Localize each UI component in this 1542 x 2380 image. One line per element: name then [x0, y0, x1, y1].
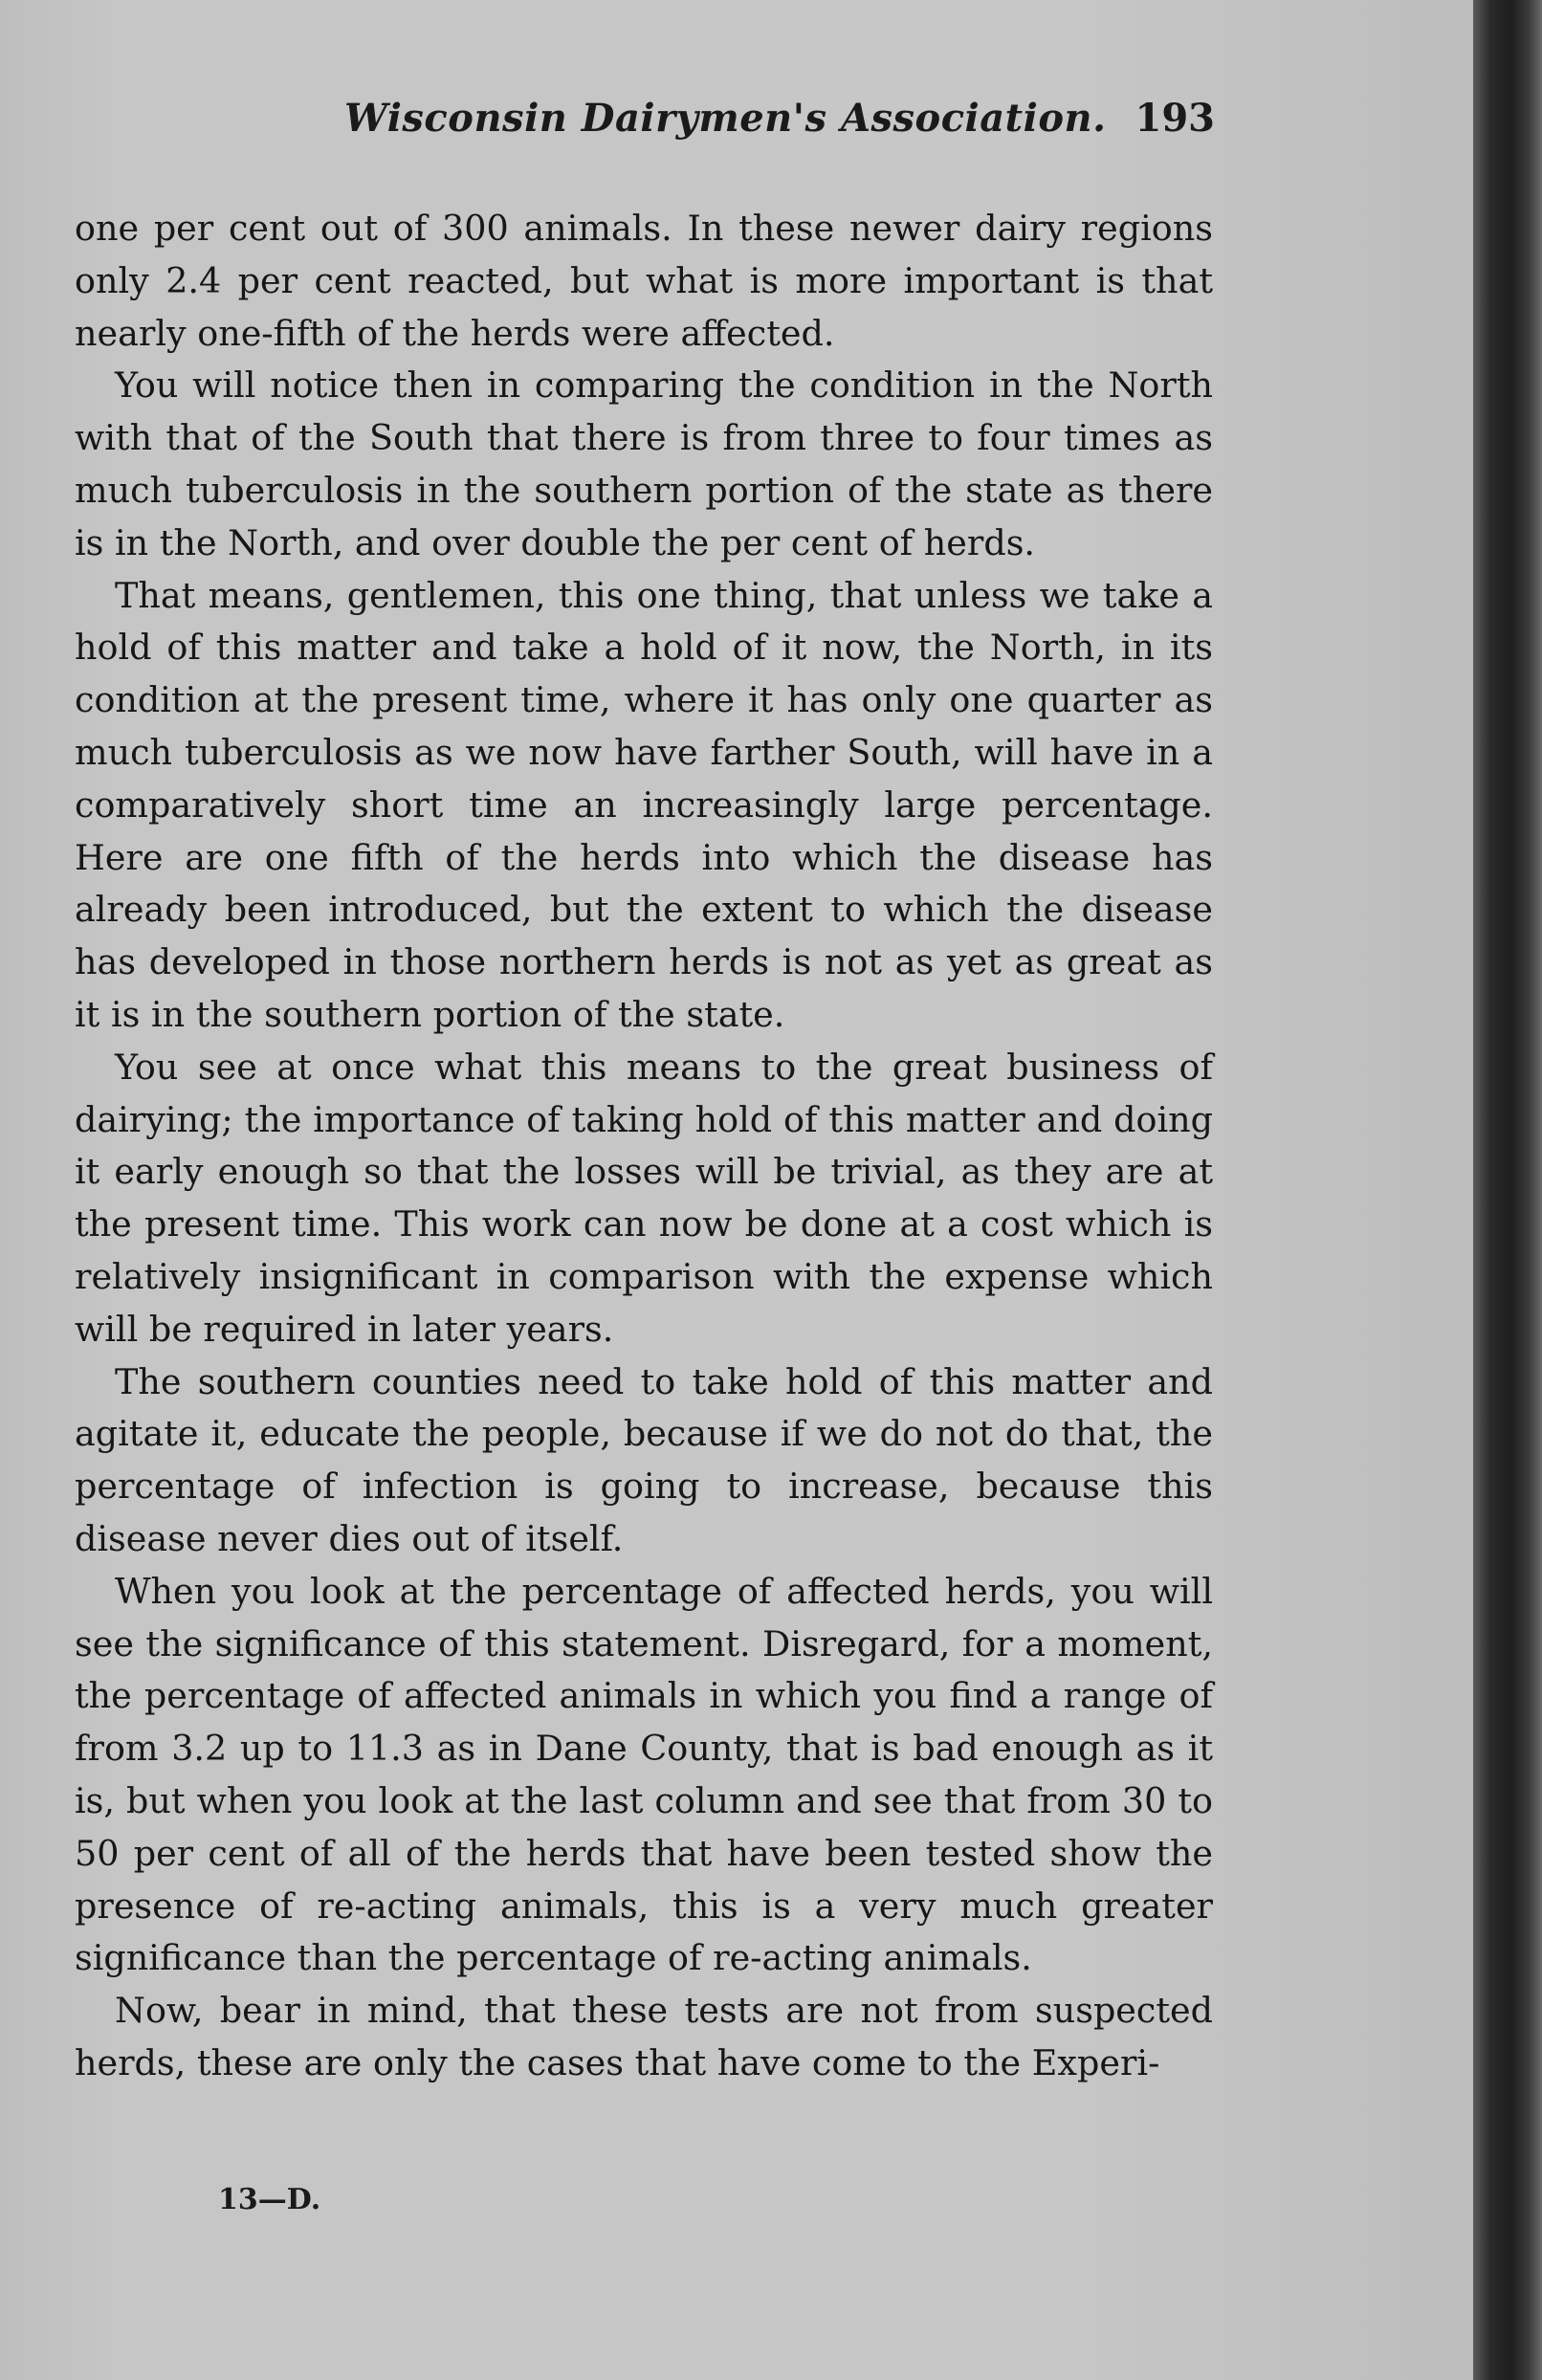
book-binding — [1473, 0, 1542, 2380]
paragraph: When you look at the percentage of affected herds, you will see the significance of this statement. Disregard, for a moment, the percentage of affected animals in which you find a range of from 3.2 up to 11.3 as in Dane County, that is bad enough as it is, but when you look at the last column and see that from 30 to 50 per cent of all of the herds that have been tested show the presence of re-acting animals, this is a very much greater significance than the percentage of re-acting animals. — [75, 1570, 1213, 1979]
paragraph: The southern counties need to take hold of this matter and agitate it, educate the people, because if we do not do that, the percentage of infection is going to increase, because this disease never dies out of itself. — [75, 1360, 1213, 1559]
paragraph: one per cent out of 300 animals. In these newer dairy regions only 2.4 per cent reacted, but what is more important is that nearly one-fifth of the herds were affected. — [75, 208, 1213, 354]
signature-mark: 13—D. — [218, 2183, 321, 2216]
running-title: Wisconsin Dairymen's Association. — [344, 96, 1107, 141]
body-text — [75, 203, 1213, 2090]
paragraph: Now, bear in mind, that these tests are not from suspected herds, these are only the cases that have come to the Experi- — [75, 1990, 1213, 2083]
page-number: 193 — [1134, 96, 1215, 141]
paragraph: You see at once what this means to the great business of dairying; the importance of taking hold of this matter and doing it early enough so that the losses will be trivial, as they are at the present time. This work can now be done at a cost which is relatively insignificant in comparison with the expense which will be required in later years. — [75, 1046, 1213, 1350]
running-head — [325, 96, 1215, 153]
paragraph: You will notice then in comparing the condition in the North with that of the South that there is from three to four times as much tuberculosis in the southern portion of the state as there is in the North, and over double the per cent of herds. — [75, 364, 1213, 563]
paragraph: That means, gentlemen, this one thing, that unless we take a hold of this matter and take a hold of it now, the North, in its condition at the present time, where it has only one quarter as much tuberculosis as we now have farther South, will have in a comparatively short time an increasingly large percentage. Here are one fifth of the herds into which the disease has already been introduced, but the extent to which the disease has developed in those northern herds is not as yet as great as it is in the southern portion of the state. — [75, 574, 1213, 1035]
